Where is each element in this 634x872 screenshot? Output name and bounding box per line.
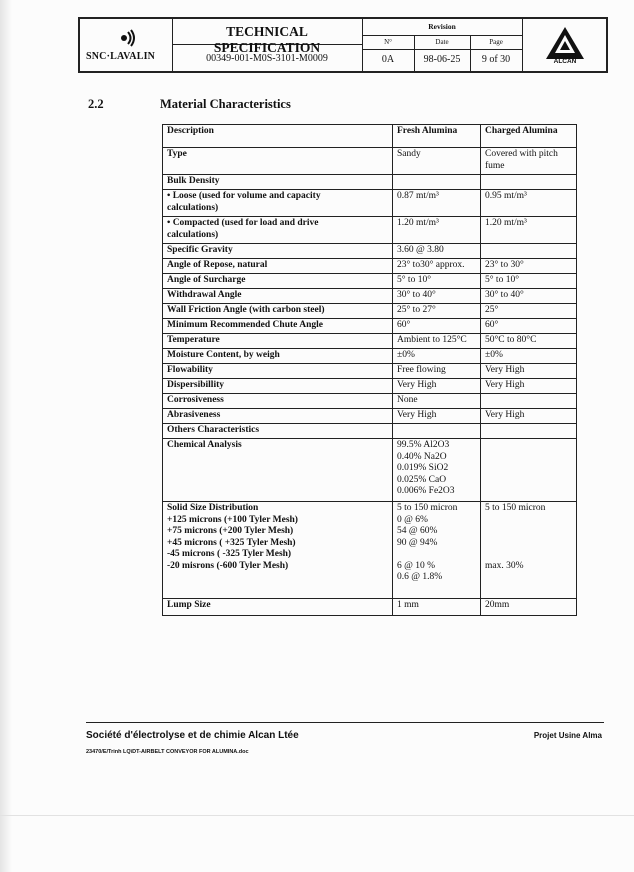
- scan-bottom-line: [0, 815, 634, 816]
- table-row: [163, 502, 577, 599]
- document-header: [78, 17, 608, 73]
- snc-lavalin-mark-icon: [120, 29, 136, 47]
- table-row: [163, 244, 577, 259]
- row-description: Abrasiveness: [163, 409, 393, 424]
- column-header-description: Description: [163, 125, 393, 148]
- revision-no-value: 0A: [381, 54, 395, 65]
- row-description: Flowability: [163, 364, 393, 379]
- charged-alumina-value: 20mm: [481, 599, 577, 616]
- charged-alumina-value: Very High: [481, 379, 577, 394]
- charged-alumina-value: ±0%: [481, 349, 577, 364]
- row-description: Type: [163, 148, 393, 175]
- scan-shadow-edge: [0, 0, 12, 872]
- table-body: [163, 148, 577, 616]
- table-row: [163, 364, 577, 379]
- document-title: TECHNICAL SPECIFICATION: [213, 24, 321, 55]
- fresh-alumina-value: 60°: [393, 319, 481, 334]
- snc-lavalin-logo: [86, 29, 166, 63]
- section-number: 2.2: [88, 97, 104, 111]
- row-description: Lump Size: [163, 599, 393, 616]
- row-description: • Compacted (used for load and drive calculations): [163, 217, 393, 244]
- charged-alumina-value: 60°: [481, 319, 577, 334]
- footer-company: Société d'électrolyse et de chimie Alcan Ltée: [86, 730, 299, 741]
- fresh-alumina-value: ±0%: [393, 349, 481, 364]
- row-description: Angle of Repose, natural: [163, 259, 393, 274]
- charged-alumina-value: 50°C to 80°C: [481, 334, 577, 349]
- document-number: 00349-001-M0S-3101-M0009: [206, 53, 328, 64]
- table-row: [163, 439, 577, 502]
- row-description: Moisture Content, by weigh: [163, 349, 393, 364]
- revision-no-label: N°: [384, 38, 392, 46]
- charged-alumina-value: [481, 424, 577, 439]
- row-description: • Loose (used for volume and capacity calculations): [163, 190, 393, 217]
- table-row: [163, 289, 577, 304]
- charged-alumina-value: 25°: [481, 304, 577, 319]
- row-description: Minimum Recommended Chute Angle: [163, 319, 393, 334]
- row-description: Specific Gravity: [163, 244, 393, 259]
- row-description: Others Characteristics: [163, 424, 393, 439]
- fresh-alumina-value: [393, 424, 481, 439]
- fresh-alumina-value: 0.87 mt/m³: [393, 190, 481, 217]
- header-divider: [362, 49, 522, 50]
- charged-alumina-value: [481, 244, 577, 259]
- fresh-alumina-value: 99.5% Al2O3 0.40% Na2O 0.019% SiO2 0.025% CaO 0.006% Fe2O3: [393, 439, 481, 502]
- fresh-alumina-value: Ambient to 125°C: [393, 334, 481, 349]
- fresh-alumina-value: [393, 175, 481, 190]
- table-row: [163, 304, 577, 319]
- fresh-alumina-value: Sandy: [393, 148, 481, 175]
- header-divider: [172, 19, 173, 71]
- row-description: Solid Size Distribution +125 microns (+100 Tyler Mesh) +75 microns (+200 Tyler Mesh) +45 microns ( +325 Tyler Mesh) -45 microns ( -325 Tyler Mesh) -20 misrons (-600 Tyler Mesh): [163, 502, 393, 599]
- table-row: [163, 259, 577, 274]
- charged-alumina-value: 23° to 30°: [481, 259, 577, 274]
- table-row: [163, 319, 577, 334]
- charged-alumina-value: 5 to 150 micron max. 30%: [481, 502, 577, 599]
- charged-alumina-value: 5° to 10°: [481, 274, 577, 289]
- table-row: [163, 379, 577, 394]
- column-header-fresh-alumina: Fresh Alumina: [393, 125, 481, 148]
- charged-alumina-value: [481, 175, 577, 190]
- charged-alumina-value: 30° to 40°: [481, 289, 577, 304]
- alcan-logo: [524, 19, 606, 71]
- table-row: [163, 334, 577, 349]
- table-header-row: [163, 125, 577, 148]
- charged-alumina-value: Covered with pitch fume: [481, 148, 577, 175]
- table-row: [163, 148, 577, 175]
- charged-alumina-value: 0.95 mt/m³: [481, 190, 577, 217]
- table-row: [163, 175, 577, 190]
- row-description: Withdrawal Angle: [163, 289, 393, 304]
- footer-project: Projet Usine Alma: [533, 731, 602, 740]
- table-row: [163, 599, 577, 616]
- material-characteristics-table: [162, 124, 577, 616]
- row-description: Chemical Analysis: [163, 439, 393, 502]
- fresh-alumina-value: 5° to 10°: [393, 274, 481, 289]
- row-description: Wall Friction Angle (with carbon steel): [163, 304, 393, 319]
- fresh-alumina-value: Very High: [393, 409, 481, 424]
- table-row: [163, 217, 577, 244]
- fresh-alumina-value: 3.60 @ 3.80: [393, 244, 481, 259]
- charged-alumina-value: [481, 394, 577, 409]
- header-divider: [362, 35, 522, 36]
- fresh-alumina-value: Free flowing: [393, 364, 481, 379]
- section-title: Material Characteristics: [160, 97, 291, 111]
- fresh-alumina-value: 1 mm: [393, 599, 481, 616]
- table-row: [163, 274, 577, 289]
- snc-lavalin-logo-text: SNC·LAVALIN: [86, 51, 156, 62]
- table-row: [163, 424, 577, 439]
- row-description: Temperature: [163, 334, 393, 349]
- row-description: Dispersibillity: [163, 379, 393, 394]
- charged-alumina-value: Very High: [481, 409, 577, 424]
- revision-page-label: Page: [489, 38, 503, 46]
- revision-label: Revision: [428, 22, 456, 31]
- fresh-alumina-value: 25° to 27°: [393, 304, 481, 319]
- page-number-value: 9 of 30: [481, 54, 511, 65]
- table-row: [163, 190, 577, 217]
- footer-file-path: 23470/E/Trinh LQ\DT-AIRBELT CONVEYOR FOR ALUMINA.doc: [86, 749, 249, 755]
- fresh-alumina-value: 5 to 150 micron 0 @ 6% 54 @ 60% 90 @ 94% 6 @ 10 % 0.6 @ 1.8%: [393, 502, 481, 599]
- footer-divider: [86, 722, 604, 723]
- charged-alumina-value: [481, 439, 577, 502]
- fresh-alumina-value: 23° to30° approx.: [393, 259, 481, 274]
- revision-date-value: 98-06-25: [423, 54, 461, 65]
- fresh-alumina-value: None: [393, 394, 481, 409]
- row-description: Bulk Density: [163, 175, 393, 190]
- row-description: Corrosiveness: [163, 394, 393, 409]
- table-row: [163, 409, 577, 424]
- revision-date-label: Date: [435, 38, 449, 46]
- charged-alumina-value: Very High: [481, 364, 577, 379]
- fresh-alumina-value: Very High: [393, 379, 481, 394]
- table-row: [163, 349, 577, 364]
- row-description: Angle of Surcharge: [163, 274, 393, 289]
- column-header-charged-alumina: Charged Alumina: [481, 125, 577, 148]
- header-divider: [522, 19, 523, 71]
- fresh-alumina-value: 1.20 mt/m³: [393, 217, 481, 244]
- alcan-logo-text: ALCAN: [553, 58, 577, 65]
- fresh-alumina-value: 30° to 40°: [393, 289, 481, 304]
- table-row: [163, 394, 577, 409]
- charged-alumina-value: 1.20 mt/m³: [481, 217, 577, 244]
